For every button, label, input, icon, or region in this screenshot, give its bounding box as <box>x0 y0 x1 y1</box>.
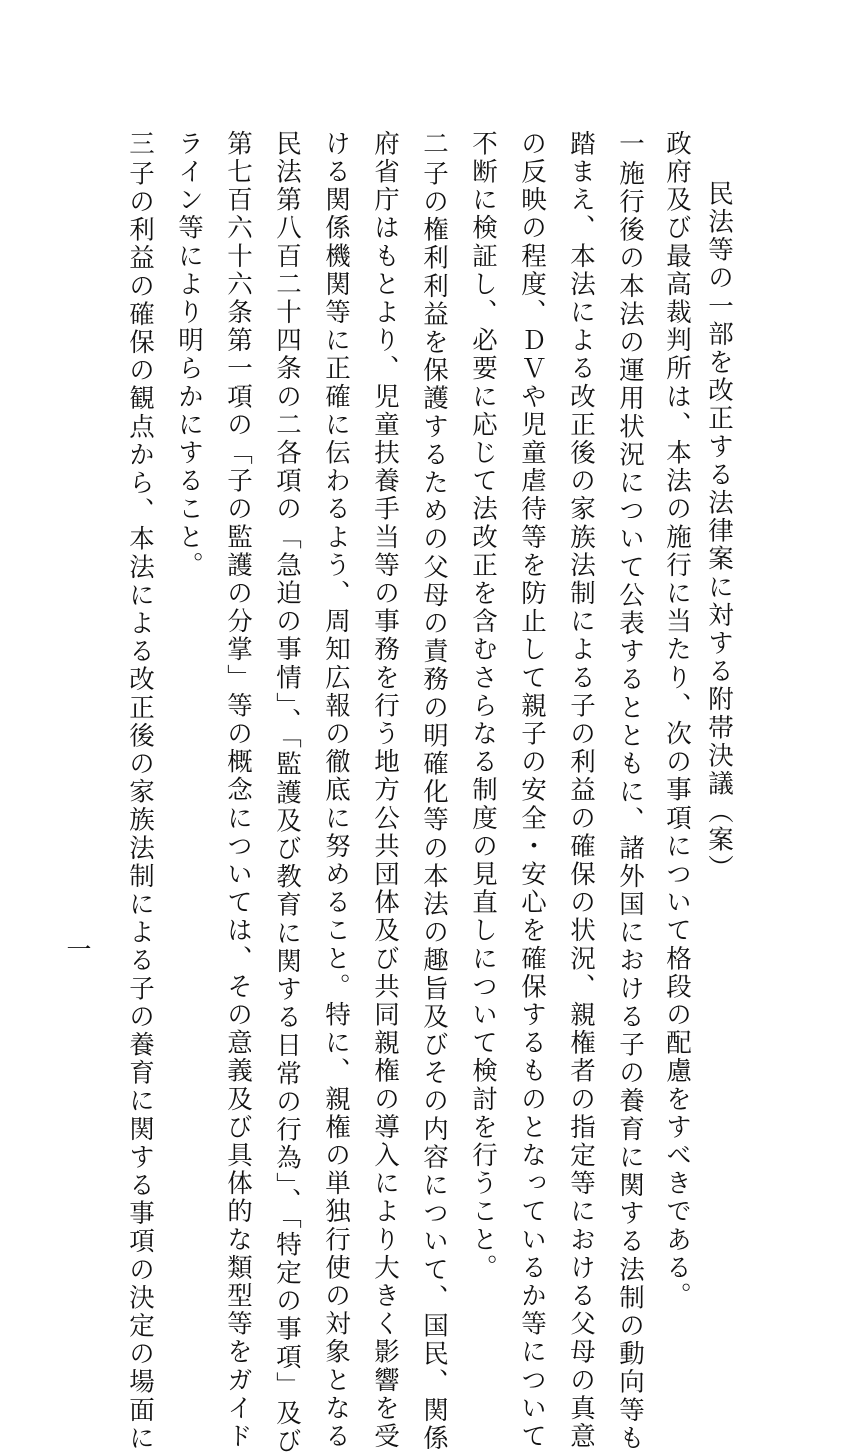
item-1-line-1: 施行後の本法の運用状況について公表するとともに、諸外国における子の養育に関する法制の動向等も <box>615 160 645 1453</box>
item-2-marker: 二 <box>419 130 449 156</box>
item-2-line-2: 府省庁はもとより、児童扶養手当等の事務を行う地方公共団体及び共同親権の導入により大きく影響を受 <box>370 130 400 1451</box>
item-1-line-4: 不断に検証し、必要に応じて法改正を含むさらなる制度の見直しについて検討を行うこと。 <box>468 130 498 1283</box>
page-number: 一 <box>63 936 92 961</box>
item-2-line-6: ライン等により明らかにすること。 <box>174 130 204 580</box>
item-1-line-3: の反映の程度、ＤＶや児童虐待等を防止して親子の安全・安心を確保するものとなっているか等について <box>517 130 547 1451</box>
item-2-line-5: 第七百六十六条第一項の「子の監護の分掌」等の概念については、その意義及び具体的な類型等をガイド <box>223 130 253 1451</box>
item-2-line-1: 子の権利利益を保護するための父母の責務の明確化等の本法の趣旨及びその内容について、国民、関係 <box>419 160 449 1453</box>
item-1-marker: 一 <box>615 130 645 156</box>
item-3-marker: 三 <box>125 130 155 156</box>
item-2-line-3: ける関係機関等に正確に伝わるよう、周知広報の徹底に努めること。特に、親権の単独行使の対象となる <box>321 130 351 1451</box>
item-2-line-4: 民法第八百二十四条の二各項の「急迫の事情」、「監護及び教育に関する日常の行為」、「特定の事項」及び <box>272 130 302 1456</box>
item-1-line-2: 踏まえ、本法による改正後の家族法制による子の利益の確保の状況、親権者の指定等における父母の真意 <box>566 130 596 1451</box>
item-3-line-1: 子の利益の確保の観点から、本法による改正後の家族法制による子の養育に関する事項の決定の場面に <box>125 160 155 1453</box>
document-title: 民法等の一部を改正する法律案に対する附帯決議（案） <box>704 180 734 883</box>
preamble: 政府及び最高裁判所は、本法の施行に当たり、次の事項について格段の配慮をすべきである。 <box>662 130 692 1311</box>
